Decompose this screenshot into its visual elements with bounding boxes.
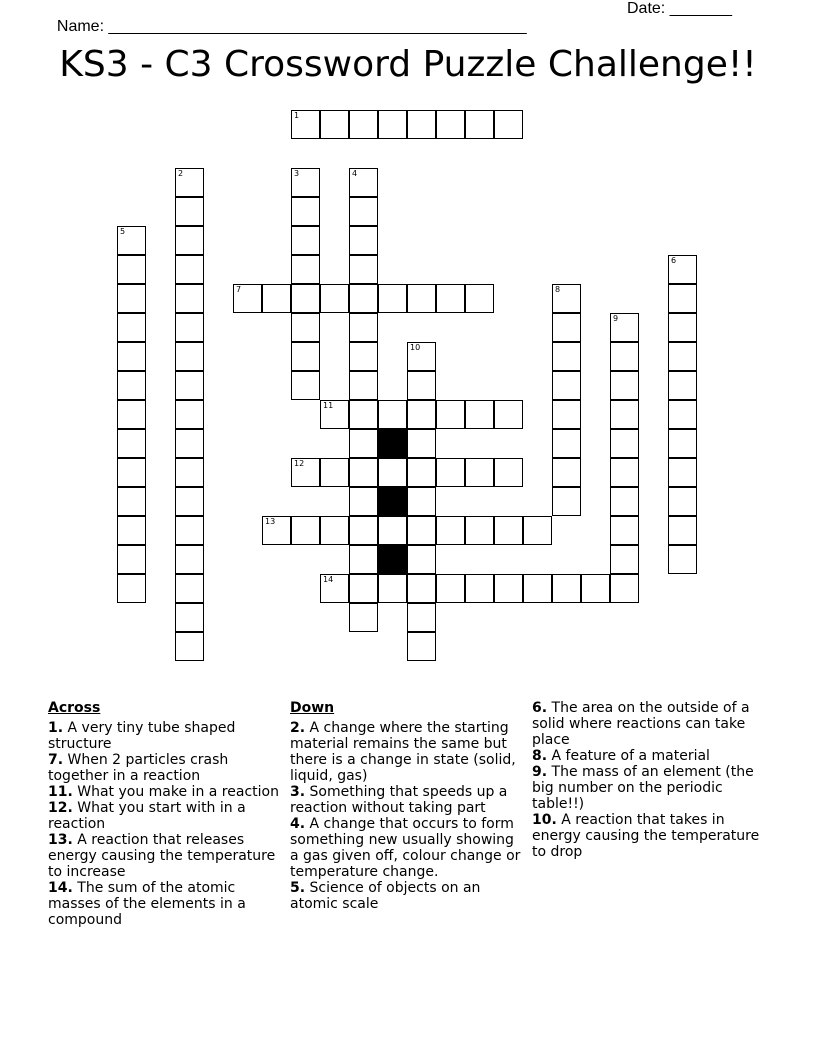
grid-cell[interactable] <box>668 516 697 545</box>
clue-number-label: 13. <box>48 832 73 848</box>
grid-cell[interactable] <box>320 574 349 603</box>
grid-cell[interactable] <box>610 458 639 487</box>
clue-number: 3 <box>294 169 300 178</box>
clue-text: What you start with in a reaction <box>48 800 246 832</box>
grid-cell[interactable] <box>291 284 320 313</box>
clue-number: 10 <box>410 343 421 352</box>
grid-cell[interactable] <box>552 342 581 371</box>
grid-cell[interactable] <box>349 371 378 400</box>
grid-cell[interactable] <box>378 284 407 313</box>
clue-number-label: 2. <box>290 720 306 736</box>
grid-cell[interactable] <box>668 545 697 574</box>
clue-text: Science of objects on an atomic scale <box>290 880 481 912</box>
clue-item <box>532 748 772 764</box>
clue-number: 13 <box>265 517 276 526</box>
grid-cell[interactable] <box>349 458 378 487</box>
clue-number: 8 <box>555 285 561 294</box>
grid-cell[interactable] <box>262 516 291 545</box>
grid-cell[interactable] <box>610 342 639 371</box>
grid-cell[interactable] <box>378 400 407 429</box>
grid-cell[interactable] <box>378 574 407 603</box>
grid-cell[interactable] <box>494 516 523 545</box>
grid-cell[interactable] <box>610 545 639 574</box>
grid-cell[interactable] <box>378 516 407 545</box>
grid-cell[interactable] <box>610 313 639 342</box>
grid-cell[interactable] <box>552 487 581 516</box>
grid-cell[interactable] <box>552 400 581 429</box>
grid-cell[interactable] <box>668 429 697 458</box>
grid-cell[interactable] <box>494 574 523 603</box>
clue-item <box>532 700 772 748</box>
grid-cell[interactable] <box>117 574 146 603</box>
grid-cell[interactable] <box>407 458 436 487</box>
grid-cell[interactable] <box>117 255 146 284</box>
clue-number-label: 8. <box>532 748 548 764</box>
grid-cell[interactable] <box>436 574 465 603</box>
grid-cell[interactable] <box>291 110 320 139</box>
clue-text: A change that occurs to form something new usually showing a gas given off, colour change or temperature change. <box>290 816 521 880</box>
grid-cell[interactable] <box>117 371 146 400</box>
clue-number: 14 <box>323 575 334 584</box>
grid-cell[interactable] <box>436 458 465 487</box>
clue-text: A change where the starting material remains the same but there is a change in state (solid, liquid, gas) <box>290 720 516 784</box>
down-clue-list <box>290 720 522 912</box>
clue-item <box>290 816 522 880</box>
grid-cell[interactable] <box>552 574 581 603</box>
grid-cell[interactable] <box>320 110 349 139</box>
grid-cell[interactable] <box>175 342 204 371</box>
grid-cell[interactable] <box>349 168 378 197</box>
grid-cell[interactable] <box>291 226 320 255</box>
grid-cell[interactable] <box>117 313 146 342</box>
clue-number-label: 9. <box>532 764 548 780</box>
grid-cell[interactable] <box>349 516 378 545</box>
grid-cell[interactable] <box>668 284 697 313</box>
grid-cell[interactable] <box>291 458 320 487</box>
grid-cell[interactable] <box>465 574 494 603</box>
clue-item <box>532 812 772 860</box>
grid-cell[interactable] <box>581 574 610 603</box>
clue-number: 11 <box>323 401 334 410</box>
grid-cell[interactable] <box>291 516 320 545</box>
grid-cell[interactable] <box>175 284 204 313</box>
grid-cell[interactable] <box>291 255 320 284</box>
across-heading: Across <box>48 700 101 716</box>
grid-cell[interactable] <box>175 313 204 342</box>
grid-cell[interactable] <box>117 458 146 487</box>
grid-cell[interactable] <box>523 516 552 545</box>
clue-item <box>290 720 522 784</box>
grid-cell[interactable] <box>291 371 320 400</box>
grid-cell[interactable] <box>320 516 349 545</box>
clue-text: A reaction that releases energy causing the temperature to increase <box>48 832 276 880</box>
grid-cell[interactable] <box>117 400 146 429</box>
grid-cell[interactable] <box>349 545 378 574</box>
grid-cell[interactable] <box>436 110 465 139</box>
grid-cell[interactable] <box>175 574 204 603</box>
clue-item <box>48 800 284 832</box>
clue-text: The area on the outside of a solid where reactions can take place <box>532 700 750 748</box>
clue-number-label: 6. <box>532 700 548 716</box>
grid-cell[interactable] <box>552 284 581 313</box>
grid-cell[interactable] <box>552 458 581 487</box>
clue-number: 5 <box>120 227 126 236</box>
grid-cell[interactable] <box>349 255 378 284</box>
grid-cell[interactable] <box>610 371 639 400</box>
grid-cell[interactable] <box>175 197 204 226</box>
grid-cell[interactable] <box>175 545 204 574</box>
grid-cell[interactable] <box>349 110 378 139</box>
grid-cell[interactable] <box>407 603 436 632</box>
grid-cell[interactable] <box>407 400 436 429</box>
clue-item <box>290 784 522 816</box>
clue-number: 6 <box>671 256 677 265</box>
grid-cell[interactable] <box>349 487 378 516</box>
grid-cell[interactable] <box>465 110 494 139</box>
grid-cell[interactable] <box>668 371 697 400</box>
grid-cell[interactable] <box>407 516 436 545</box>
grid-cell[interactable] <box>465 400 494 429</box>
across-clues <box>48 700 284 928</box>
grid-cell[interactable] <box>494 110 523 139</box>
grid-cell[interactable] <box>407 487 436 516</box>
grid-cell[interactable] <box>552 371 581 400</box>
clue-number-label: 14. <box>48 880 73 896</box>
grid-cell[interactable] <box>610 487 639 516</box>
grid-cell[interactable] <box>494 458 523 487</box>
grid-cell[interactable] <box>175 226 204 255</box>
grid-cell[interactable] <box>349 342 378 371</box>
clue-number-label: 10. <box>532 812 557 828</box>
grid-cell[interactable] <box>291 342 320 371</box>
grid-cell[interactable] <box>320 400 349 429</box>
grid-cell[interactable] <box>175 632 204 661</box>
grid-cell[interactable] <box>668 313 697 342</box>
clue-number-label: 1. <box>48 720 64 736</box>
clue-number: 1 <box>294 111 300 120</box>
grid-cell[interactable] <box>523 574 552 603</box>
clue-number: 4 <box>352 169 358 178</box>
black-cell <box>378 487 407 516</box>
grid-cell[interactable] <box>349 603 378 632</box>
grid-cell[interactable] <box>175 371 204 400</box>
page-title: KS3 - C3 Crossword Puzzle Challenge!! <box>59 44 757 85</box>
down-clue-list-continued <box>532 700 772 860</box>
grid-cell[interactable] <box>320 458 349 487</box>
grid-cell[interactable] <box>610 400 639 429</box>
grid-cell[interactable] <box>407 284 436 313</box>
grid-cell[interactable] <box>349 197 378 226</box>
grid-cell[interactable] <box>117 226 146 255</box>
date-field-label: Date: _______ <box>627 0 732 17</box>
grid-cell[interactable] <box>175 487 204 516</box>
grid-cell[interactable] <box>175 255 204 284</box>
clue-item <box>48 880 284 928</box>
clue-text: A reaction that takes in energy causing the temperature to drop <box>532 812 760 860</box>
grid-cell[interactable] <box>407 110 436 139</box>
clue-number: 7 <box>236 285 242 294</box>
grid-cell[interactable] <box>175 400 204 429</box>
black-cell <box>378 545 407 574</box>
grid-cell[interactable] <box>552 429 581 458</box>
grid-cell[interactable] <box>175 603 204 632</box>
grid-cell[interactable] <box>436 400 465 429</box>
grid-cell[interactable] <box>407 574 436 603</box>
down-clues-continued <box>532 700 772 860</box>
grid-cell[interactable] <box>349 313 378 342</box>
grid-cell[interactable] <box>610 429 639 458</box>
grid-cell[interactable] <box>407 342 436 371</box>
clue-item <box>532 764 772 812</box>
grid-cell[interactable] <box>378 110 407 139</box>
grid-cell[interactable] <box>436 516 465 545</box>
grid-cell[interactable] <box>117 284 146 313</box>
grid-cell[interactable] <box>233 284 262 313</box>
grid-cell[interactable] <box>117 429 146 458</box>
grid-cell[interactable] <box>349 400 378 429</box>
clue-number: 12 <box>294 459 305 468</box>
grid-cell[interactable] <box>117 487 146 516</box>
grid-cell[interactable] <box>407 545 436 574</box>
clue-number: 9 <box>613 314 619 323</box>
grid-cell[interactable] <box>552 313 581 342</box>
clue-text: The mass of an element (the big number on the periodic table!!) <box>532 764 754 812</box>
clue-number-label: 5. <box>290 880 306 896</box>
grid-cell[interactable] <box>291 313 320 342</box>
grid-cell[interactable] <box>378 458 407 487</box>
grid-cell[interactable] <box>610 516 639 545</box>
clue-item <box>48 832 284 880</box>
black-cell <box>378 429 407 458</box>
grid-cell[interactable] <box>407 632 436 661</box>
grid-cell[interactable] <box>668 342 697 371</box>
grid-cell[interactable] <box>117 342 146 371</box>
grid-cell[interactable] <box>407 371 436 400</box>
grid-cell[interactable] <box>668 255 697 284</box>
grid-cell[interactable] <box>494 400 523 429</box>
clue-text: A feature of a material <box>547 748 710 764</box>
clue-number-label: 12. <box>48 800 73 816</box>
grid-cell[interactable] <box>349 574 378 603</box>
grid-cell[interactable] <box>117 545 146 574</box>
down-clues <box>290 700 522 912</box>
clue-number-label: 7. <box>48 752 64 768</box>
grid-cell[interactable] <box>262 284 291 313</box>
grid-cell[interactable] <box>436 284 465 313</box>
clue-number: 2 <box>178 169 184 178</box>
grid-cell[interactable] <box>668 400 697 429</box>
grid-cell[interactable] <box>668 458 697 487</box>
grid-cell[interactable] <box>349 429 378 458</box>
clue-text: The sum of the atomic masses of the elements in a compound <box>48 880 246 928</box>
clue-item <box>48 720 284 752</box>
grid-cell[interactable] <box>465 516 494 545</box>
grid-cell[interactable] <box>465 284 494 313</box>
grid-cell[interactable] <box>175 168 204 197</box>
grid-cell[interactable] <box>175 458 204 487</box>
grid-cell[interactable] <box>668 487 697 516</box>
grid-cell[interactable] <box>175 429 204 458</box>
clue-text: When 2 particles crash together in a reaction <box>48 752 229 784</box>
grid-cell[interactable] <box>465 458 494 487</box>
clue-text: A very tiny tube shaped structure <box>48 720 236 752</box>
clue-item <box>290 880 522 912</box>
grid-cell[interactable] <box>349 226 378 255</box>
grid-cell[interactable] <box>117 516 146 545</box>
clue-item <box>48 752 284 784</box>
clue-text: Something that speeds up a reaction without taking part <box>290 784 508 816</box>
clue-number-label: 4. <box>290 816 306 832</box>
down-heading: Down <box>290 700 335 716</box>
clue-item <box>48 784 284 800</box>
name-field-label: Name: _______________________________________________ <box>56 18 527 35</box>
grid-cell[interactable] <box>610 574 639 603</box>
grid-cell[interactable] <box>291 197 320 226</box>
clue-text: What you make in a reaction <box>72 784 279 800</box>
grid-cell[interactable] <box>349 284 378 313</box>
clue-number-label: 3. <box>290 784 306 800</box>
across-clue-list <box>48 720 284 928</box>
grid-cell[interactable] <box>175 516 204 545</box>
grid-cell[interactable] <box>407 429 436 458</box>
clue-number-label: 11. <box>48 784 73 800</box>
grid-cell[interactable] <box>320 284 349 313</box>
grid-cell[interactable] <box>291 168 320 197</box>
